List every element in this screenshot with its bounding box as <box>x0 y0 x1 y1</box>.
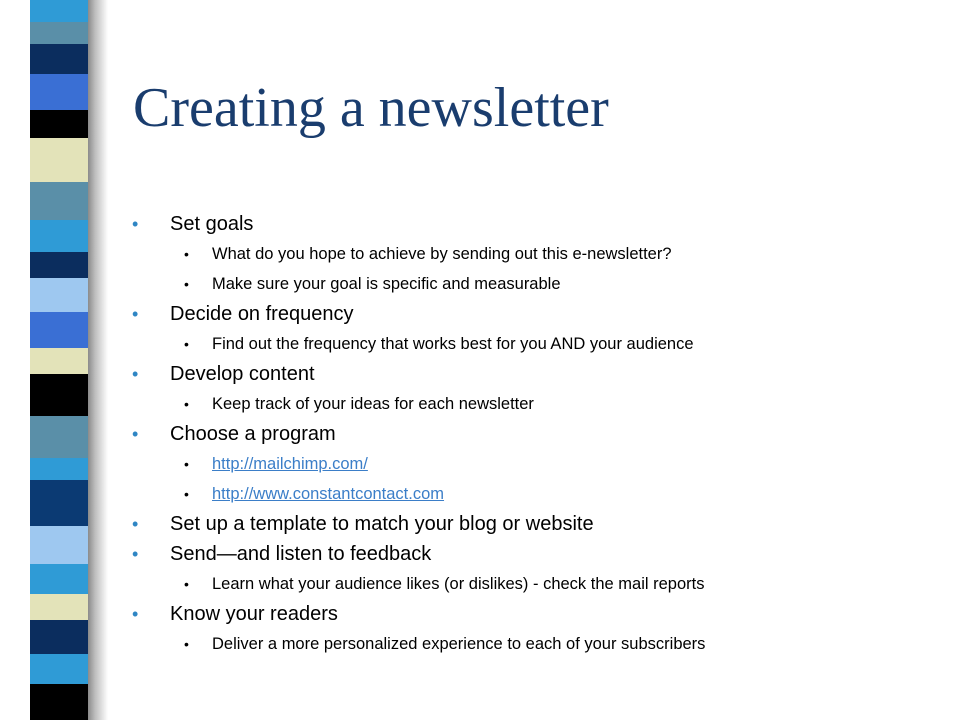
stripe-block <box>30 416 88 458</box>
bullet-item <box>132 359 932 389</box>
slide-title: Creating a newsletter <box>133 77 609 139</box>
stripe-block <box>30 220 88 252</box>
bullet-item <box>132 209 932 239</box>
sub-bullet-text: Learn what your audience likes (or dislikes) - check the mail reports <box>212 575 705 593</box>
stripe-block <box>30 374 88 416</box>
bullet-text: Develop content <box>170 363 315 385</box>
bullet-icon: • <box>184 486 189 502</box>
stripe-block <box>30 620 88 654</box>
bullet-item <box>132 509 932 539</box>
sub-bullet-item <box>132 269 932 299</box>
bullet-icon: • <box>184 246 189 262</box>
stripe-block <box>30 278 88 312</box>
sub-bullet-text: Keep track of your ideas for each newsletter <box>212 395 534 413</box>
stripe-block <box>30 252 88 278</box>
bullet-icon: • <box>184 456 189 472</box>
decorative-stripe <box>30 0 88 720</box>
bullet-icon: • <box>132 514 139 534</box>
bullet-icon: • <box>132 364 139 384</box>
stripe-block <box>30 182 88 220</box>
stripe-shadow <box>88 0 108 720</box>
sub-bullet-item <box>132 479 932 509</box>
stripe-block <box>30 654 88 684</box>
stripe-block <box>30 44 88 74</box>
bullet-icon: • <box>132 214 139 234</box>
sub-bullet-text: Deliver a more personalized experience to each of your subscribers <box>212 635 706 653</box>
sub-bullet-item <box>132 389 932 419</box>
stripe-block <box>30 110 88 138</box>
stripe-block <box>30 594 88 620</box>
sub-bullet-text: Find out the frequency that works best for you AND your audience <box>212 335 694 353</box>
bullet-icon: • <box>132 424 139 444</box>
constantcontact-link[interactable]: http://www.constantcontact.com <box>212 485 445 503</box>
sub-bullet-text: Make sure your goal is specific and measurable <box>212 275 561 293</box>
bullet-icon: • <box>184 576 189 592</box>
bullet-item <box>132 539 932 569</box>
bullet-icon: • <box>132 604 139 624</box>
bullet-item <box>132 599 932 629</box>
stripe-block <box>30 684 88 720</box>
bullet-text: Set up a template to match your blog or website <box>170 513 594 535</box>
stripe-block <box>30 22 88 44</box>
mailchimp-link[interactable]: http://mailchimp.com/ <box>212 455 368 473</box>
bullet-icon: • <box>132 304 139 324</box>
bullet-item <box>132 419 932 449</box>
bullet-icon: • <box>184 396 189 412</box>
bullet-text: Decide on frequency <box>170 303 354 325</box>
sub-bullet-item <box>132 239 932 269</box>
stripe-block <box>30 312 88 348</box>
bullet-text: Know your readers <box>170 603 338 625</box>
sub-bullet-item <box>132 449 932 479</box>
bullet-text: Choose a program <box>170 423 336 445</box>
sub-bullet-item <box>132 569 932 599</box>
sub-bullet-text: What do you hope to achieve by sending out this e-newsletter? <box>212 245 672 263</box>
stripe-block <box>30 564 88 594</box>
bullet-icon: • <box>184 336 189 352</box>
bullet-icon: • <box>132 544 139 564</box>
stripe-block <box>30 138 88 182</box>
bullet-text: Set goals <box>170 213 254 235</box>
stripe-block <box>30 0 88 22</box>
bullet-icon: • <box>184 636 189 652</box>
stripe-block <box>30 458 88 480</box>
sub-bullet-item <box>132 629 932 659</box>
stripe-block <box>30 74 88 110</box>
bullet-item <box>132 299 932 329</box>
bullet-icon: • <box>184 276 189 292</box>
stripe-block <box>30 480 88 526</box>
bullet-list <box>132 209 932 659</box>
stripe-block <box>30 526 88 564</box>
bullet-text: Send—and listen to feedback <box>170 543 432 565</box>
sub-bullet-item <box>132 329 932 359</box>
stripe-block <box>30 348 88 374</box>
